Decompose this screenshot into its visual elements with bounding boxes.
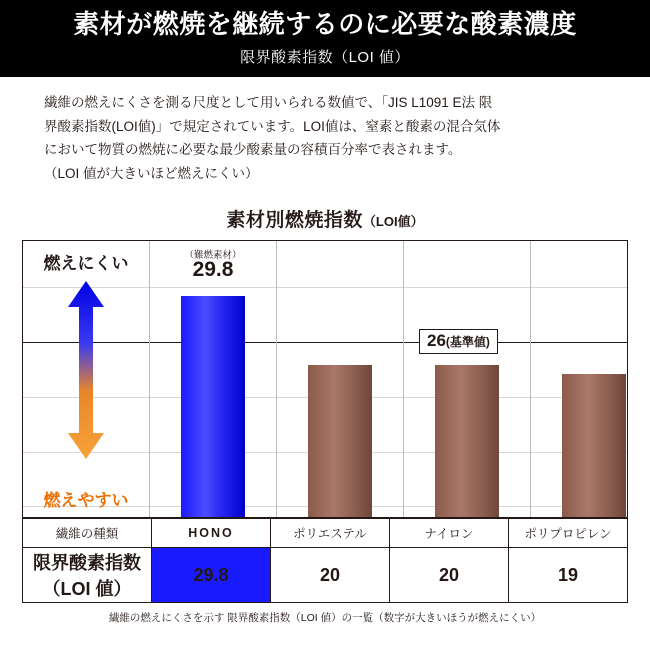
table-cell-material-2: ナイロン (390, 519, 509, 548)
table-header-material: 繊維の種類 (23, 519, 152, 548)
column-separator-3 (403, 241, 404, 517)
description-line-1: 繊維の燃えにくさを測る尺度として用いられる数値で、「JIS L1091 E法 限 (44, 94, 493, 110)
table-cell-material-3: ポリプロピレン (509, 519, 628, 548)
table-cell-material-0: HONO (152, 519, 271, 548)
updown-arrow-icon (66, 281, 106, 459)
description-block (44, 91, 606, 186)
hono-bar-value: 29.8 (192, 258, 234, 282)
table-row-materials (23, 519, 628, 548)
reference-suffix: (基準値) (445, 335, 490, 350)
axis-label-easy-to-burn: 燃えやすい (43, 491, 129, 511)
chart-title-row (0, 205, 650, 232)
table-row-values (23, 548, 628, 603)
description-line-2: 界酸素指数(LOI値)」で規定されています。LOI値は、窒素と酸素の混合気体 (44, 118, 501, 134)
table-cell-value-3: 19 (509, 548, 628, 603)
page-subtitle: 限界酸素指数（LOI 値） (240, 48, 410, 66)
table-header-loi: 限界酸素指数（LOI 値） (23, 548, 152, 603)
column-separator-2 (276, 241, 277, 517)
chart-title-unit: （LOI値） (362, 214, 424, 230)
header-banner (0, 0, 650, 77)
bar-hono (181, 296, 245, 517)
bar-polyester (308, 365, 372, 517)
bar-nylon (435, 365, 499, 517)
chart-area (22, 240, 628, 518)
table-cell-value-2: 20 (390, 548, 509, 603)
axis-label-hard-to-burn: 燃えにくい (43, 254, 129, 274)
bar-polypropylene (562, 374, 626, 517)
column-separator-4 (530, 241, 531, 517)
hono-bar-tag: （難燃素材） (184, 250, 242, 262)
column-separator-1 (149, 241, 150, 517)
table-cell-material-1: ポリエステル (271, 519, 390, 548)
chart-title: 素材別燃焼指数 (226, 210, 363, 232)
flammability-axis (23, 241, 149, 517)
page-title: 素材が燃焼を継続するのに必要な酸素濃度 (73, 9, 577, 39)
table-cell-value-1: 20 (271, 548, 390, 603)
data-table-wrap (22, 518, 628, 625)
table-cell-value-0: 29.8 (152, 548, 271, 603)
reference-value: 26 (427, 331, 446, 351)
table-footnote: 繊維の燃えにくさを示す 限界酸素指数（LOI 値）の一覧（数字が大きいほうが燃えにくい） (108, 612, 542, 625)
description-line-4: （LOI 値が大きいほど燃えにくい） (44, 165, 259, 181)
reference-value-badge (419, 329, 498, 354)
description-line-3: において物質の燃焼に必要な最少酸素量の容積百分率で表されます。 (44, 142, 462, 158)
loi-table (22, 518, 628, 603)
plot-region (23, 241, 627, 517)
